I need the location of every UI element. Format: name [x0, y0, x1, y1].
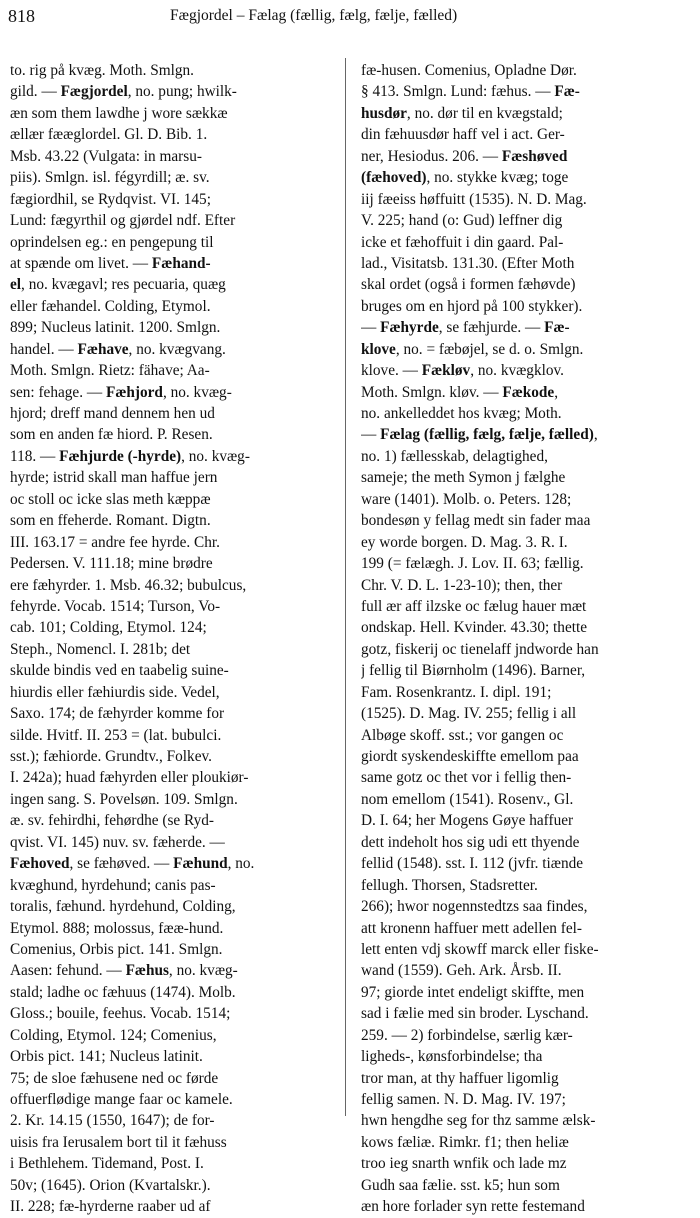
line-text: same gotz oc thet vor i fellig then-: [361, 769, 572, 787]
text-line: [361, 982, 689, 1003]
headword: Fægjordel: [60, 83, 128, 101]
line-text: Gloss.; bouile, feehus. Vocab. 1514;: [10, 1005, 231, 1023]
line-text: 266); hwor nogennstedtzs saa findes,: [361, 898, 588, 916]
line-text: V. 225; hand (o: Gud) leffner dig: [361, 212, 563, 230]
text-line: [361, 639, 689, 660]
line-text: Pedersen. V. 111.18; mine brødre: [10, 555, 213, 573]
text-line: [10, 446, 338, 467]
line-text: som en ffeherde. Romant. Digtn.: [10, 512, 211, 530]
text-line: [10, 617, 338, 638]
text-line: [361, 767, 689, 788]
line-text: stald; ladhe oc fæhuus (1474). Molb.: [10, 983, 236, 1001]
line-text: , no. kvægvang.: [128, 340, 226, 358]
text-line: [10, 725, 338, 746]
line-text: , se fæhjurde. —: [438, 319, 545, 337]
text-line: [361, 124, 689, 145]
text-line: [361, 296, 689, 317]
text-line: [361, 918, 689, 939]
text-line: [361, 1132, 689, 1153]
text-line: [10, 875, 338, 896]
text-line: [10, 1153, 338, 1174]
line-text: i Bethlehem. Tidemand, Post. I.: [10, 1155, 204, 1173]
headword: Fækløv: [421, 362, 471, 380]
text-line: [10, 403, 338, 424]
text-line: [10, 1196, 338, 1217]
line-text: æ. sv. fehirdhi, fehørdhe (se Ryd-: [10, 812, 215, 830]
right-column: [361, 60, 689, 1218]
text-line: [10, 210, 338, 231]
line-text: uisis fra Ierusalem bort til it fæhuss: [10, 1133, 227, 1151]
text-line: [10, 510, 338, 531]
line-text: troo ieg snarth wnfik och lade mz: [361, 1155, 567, 1173]
line-text: qvist. VI. 145) nuv. sv. fæherde. —: [10, 833, 225, 851]
line-text: cab. 101; Colding, Etymol. 124;: [10, 619, 207, 637]
text-line: [361, 1068, 689, 1089]
text-line: [361, 1025, 689, 1046]
text-line: [10, 853, 338, 874]
line-text: 899; Nucleus latinit. 1200. Smlgn.: [10, 319, 221, 337]
text-line: [10, 639, 338, 660]
text-line: [361, 682, 689, 703]
line-text: dett indeholt hos sig udi ett thyende: [361, 833, 580, 851]
line-text: ware (1401). Molb. o. Peters. 128;: [361, 490, 572, 508]
text-line: [10, 167, 338, 188]
text-line: [10, 660, 338, 681]
text-line: [361, 853, 689, 874]
text-line: [361, 875, 689, 896]
headword: (fæhoved): [361, 169, 427, 187]
line-text: , no. kvægklov.: [470, 362, 564, 380]
line-text: sad i fælie med sin broder. Lyschand.: [361, 1005, 589, 1023]
text-line: [361, 382, 689, 403]
page-number: 818: [8, 6, 35, 26]
text-line: [361, 403, 689, 424]
line-text: fellid (1548). sst. I. 112 (jvfr. tiænde: [361, 855, 584, 873]
headword: Fæ-: [554, 83, 580, 101]
line-text: ey worde borgen. D. Mag. 3. R. I.: [361, 533, 568, 551]
text-line: [10, 960, 338, 981]
text-line: [10, 382, 338, 403]
line-text: kvæghund, hyrdehund; canis pas-: [10, 876, 216, 894]
text-line: [361, 1003, 689, 1024]
line-text: , no. = fæbøjel, se d. o. Smlgn.: [395, 340, 584, 358]
line-text: som en anden fæ hiord. P. Resen.: [10, 426, 213, 444]
text-line: [361, 553, 689, 574]
line-text: Moth. Smlgn. kløv. —: [361, 383, 503, 401]
line-text: ællær fææglordel. Gl. D. Bib. 1.: [10, 126, 208, 144]
text-line: [361, 746, 689, 767]
line-text: Msb. 43.22 (Vulgata: in marsu-: [10, 147, 202, 165]
line-text: æn hore forlader syn rette festemand: [361, 1198, 585, 1216]
line-text: æn som them lawdhe j wore sækkæ: [10, 104, 228, 122]
line-text: silde. Hvitf. II. 253 = (lat. bubulci.: [10, 726, 222, 744]
text-line: [361, 725, 689, 746]
text-line: [361, 489, 689, 510]
line-text: , no.: [227, 855, 255, 873]
line-text: , no. kvæg-: [181, 447, 250, 465]
line-text: din fæhuusdør haff vel i act. Ger-: [361, 126, 565, 144]
text-line: [10, 982, 338, 1003]
text-line: [361, 832, 689, 853]
text-line: [361, 510, 689, 531]
line-text: 199 (= fælægh. J. Lov. II. 63; fællig.: [361, 555, 584, 573]
text-line: [361, 189, 689, 210]
text-line: [10, 339, 338, 360]
line-text: hyrde; istrid skall man haffue jern: [10, 469, 218, 487]
line-text: offuerflødige mange faar oc kamele.: [10, 1091, 233, 1108]
text-line: [361, 446, 689, 467]
line-text: III. 163.17 = andre fee hyrde. Chr.: [10, 533, 220, 551]
text-line: [10, 703, 338, 724]
line-text: skulde bindis ved en taabelig suine-: [10, 662, 229, 680]
line-text: bondesøn y fellag medt sin fader maa: [361, 512, 591, 530]
text-line: [10, 317, 338, 338]
line-text: Aasen: fehund. —: [10, 962, 126, 980]
text-line: [10, 789, 338, 810]
text-line: [361, 146, 689, 167]
line-text: , no. kvæg-: [168, 962, 238, 980]
line-text: II. 228; fæ-hyrderne raaber ud af: [10, 1198, 211, 1216]
text-line: [10, 189, 338, 210]
text-line: [10, 810, 338, 831]
text-line: [10, 939, 338, 960]
line-text: , se fæhøved. —: [69, 855, 174, 873]
line-text: oc stoll oc icke slas meth kæppæ: [10, 490, 211, 508]
line-text: eller fæhandel. Colding, Etymol.: [10, 297, 211, 315]
line-text: —: [361, 319, 381, 337]
line-text: piis). Smlgn. isl. fégyrdill; æ. sv.: [10, 169, 210, 187]
headword: Fækode: [502, 383, 555, 401]
text-line: [10, 1068, 338, 1089]
text-line: [361, 232, 689, 253]
text-line: [361, 210, 689, 231]
text-line: [361, 360, 689, 381]
line-text: oprindelsen eg.: en pengepung til: [10, 233, 214, 251]
headword: Fæhoved: [10, 855, 70, 873]
line-text: Gudh saa fælie. sst. k5; hun som: [361, 1176, 560, 1194]
line-text: 97; giorde intet endeligt skiffte, men: [361, 983, 585, 1001]
line-text: ligheds-, kønsforbindelse; tha: [361, 1048, 543, 1066]
line-text: Chr. V. D. L. 1-23-10); then, ther: [361, 576, 563, 594]
line-text: ,: [593, 426, 598, 444]
line-text: fæ-husen. Comenius, Opladne Dør.: [361, 62, 577, 79]
line-text: Fam. Rosenkrantz. I. dipl. 191;: [361, 683, 552, 701]
text-line: [10, 767, 338, 788]
text-line: [361, 810, 689, 831]
line-text: 259. — 2) forbindelse, særlig kær-: [361, 1026, 573, 1044]
line-text: gild. —: [10, 83, 61, 101]
line-text: , no. dør til en kvægstald;: [406, 104, 563, 122]
text-line: [10, 1089, 338, 1110]
line-text: ,: [554, 383, 559, 401]
text-line: [361, 339, 689, 360]
text-line: [10, 918, 338, 939]
line-text: Lund: fægyrthil og gjørdel ndf. Efter: [10, 212, 236, 230]
headword: klove: [361, 340, 396, 358]
line-text: 2. Kr. 14.15 (1550, 1647); de for-: [10, 1112, 215, 1130]
line-text: handel. —: [10, 340, 78, 358]
line-text: no. ankelleddet hos kvæg; Moth.: [361, 405, 562, 422]
line-text: ingen sang. S. Povelsøn. 109. Smlgn.: [10, 790, 238, 808]
line-text: D. I. 64; her Mogens Gøye haffuer: [361, 812, 574, 830]
text-line: [361, 960, 689, 981]
text-line: [361, 1196, 689, 1217]
line-text: wand (1559). Geh. Ark. Årsb. II.: [361, 962, 562, 980]
line-text: j fellig til Biørnholm (1496). Barner,: [361, 662, 586, 680]
text-line: [10, 424, 338, 445]
text-line: [10, 596, 338, 617]
line-text: (1525). D. Mag. IV. 255; fellig i all: [361, 705, 577, 723]
line-text: ondskap. Hell. Kvinder. 43.30; thette: [361, 619, 588, 637]
line-text: hjord; dreff mand dennem hen ud: [10, 405, 215, 422]
line-text: fehyrde. Vocab. 1514; Turson, Vo-: [10, 597, 221, 615]
headword: Fæhjurde (-hyrde): [59, 447, 182, 465]
line-text: Etymol. 888; molossus, fææ-hund.: [10, 919, 224, 937]
line-text: Steph., Nomencl. I. 281b; det: [10, 640, 191, 658]
line-text: Comenius, Orbis pict. 141. Smlgn.: [10, 940, 223, 958]
line-text: hiurdis eller fæhiurdis side. Vedel,: [10, 683, 220, 701]
text-line: [361, 896, 689, 917]
text-line: [10, 274, 338, 295]
text-line: [10, 1110, 338, 1131]
line-text: no. 1) fællesskab, delagtighed,: [361, 447, 548, 465]
text-line: [10, 296, 338, 317]
line-text: lad., Visitatsb. 131.30. (Efter Moth: [361, 254, 575, 272]
text-line: [10, 1025, 338, 1046]
text-line: [361, 596, 689, 617]
text-line: [10, 60, 338, 81]
line-text: gotz, fiskerij oc tienelaff jndworde han: [361, 640, 599, 658]
text-line: [10, 682, 338, 703]
text-line: [10, 489, 338, 510]
text-line: [10, 1132, 338, 1153]
text-line: [10, 746, 338, 767]
headword: Fæshøved: [501, 147, 568, 165]
line-text: , no. stykke kvæg; toge: [426, 169, 569, 187]
line-text: Orbis pict. 141; Nucleus latinit.: [10, 1048, 203, 1066]
text-line: [361, 103, 689, 124]
line-text: bruges om en hjord på 100 stykker).: [361, 297, 583, 315]
text-line: [10, 1046, 338, 1067]
text-line: [361, 1153, 689, 1174]
line-text: , no. pung; hwilk-: [127, 83, 237, 101]
line-text: skal ordet (også i formen fæhøvde): [361, 276, 576, 294]
line-text: kows fæliæ. Rimkr. f1; then heliæ: [361, 1133, 569, 1151]
line-text: tror man, at thy haffuer ligomlig: [361, 1069, 559, 1087]
line-text: Albøge skoff. sst.; vor gangen oc: [361, 726, 564, 744]
text-line: [361, 939, 689, 960]
line-text: 50v; (1645). Orion (Kvartalskr.).: [10, 1176, 211, 1194]
line-text: , no. kvægavl; res pecuaria, quæg: [21, 276, 226, 294]
text-line: [361, 274, 689, 295]
text-line: [10, 832, 338, 853]
line-text: att kronenn haffuer mett adellen fel-: [361, 919, 582, 937]
text-line: [10, 253, 338, 274]
line-text: icke et fæhoffuit i din gaard. Pal-: [361, 233, 564, 251]
text-line: [361, 253, 689, 274]
text-line: [361, 424, 689, 445]
line-text: nom emellom (1541). Rosenv., Gl.: [361, 790, 574, 808]
line-text: to. rig på kvæg. Moth. Smlgn.: [10, 62, 194, 79]
line-text: at spænde om livet. —: [10, 254, 152, 272]
text-line: [10, 553, 338, 574]
running-head: Fægjordel – Fælag (fællig, fælg, fælje, fælled): [170, 7, 458, 24]
line-text: klove. —: [361, 362, 422, 380]
text-line: [361, 575, 689, 596]
text-line: [361, 703, 689, 724]
text-line: [361, 1110, 689, 1131]
text-line: [361, 60, 689, 81]
line-text: Moth. Smlgn. Rietz: fähave; Aa-: [10, 362, 210, 380]
line-text: iij fæeiss høffuitt (1535). N. D. Mag.: [361, 190, 587, 208]
headword: Fæ-: [544, 319, 570, 337]
line-text: —: [361, 426, 381, 444]
line-text: Colding, Etymol. 124; Comenius,: [10, 1026, 217, 1044]
line-text: ere fæhyrder. 1. Msb. 46.32; bubulcus,: [10, 576, 247, 594]
text-line: [361, 1089, 689, 1110]
text-line: [361, 317, 689, 338]
line-text: fellugh. Thorsen, Stadsretter.: [361, 876, 538, 894]
line-text: fellig samen. N. D. Mag. IV. 197;: [361, 1091, 566, 1108]
text-line: [10, 360, 338, 381]
text-line: [10, 467, 338, 488]
text-line: [10, 532, 338, 553]
line-text: 75; de sloe fæhusene ned oc førde: [10, 1069, 219, 1087]
column-divider: [345, 58, 346, 1116]
text-line: [10, 575, 338, 596]
left-column: [10, 60, 338, 1218]
line-text: sst.); fæhiorde. Grundtv., Folkev.: [10, 748, 212, 765]
line-text: giordt syskendeskiffte emellom paa: [361, 748, 579, 765]
text-line: [10, 232, 338, 253]
line-text: sen: fehage. —: [10, 383, 106, 401]
line-text: Saxo. 174; de fæhyrder komme for: [10, 705, 225, 723]
page-header: [8, 6, 688, 32]
line-text: I. 242a); huad fæhyrden eller ploukiør-: [10, 769, 249, 787]
text-line: [10, 81, 338, 102]
line-text: toralis, fæhund. hyrdehund, Colding,: [10, 898, 236, 916]
text-line: [361, 167, 689, 188]
text-line: [10, 896, 338, 917]
headword: Fælag (fællig, fælg, fælje, fælled): [380, 426, 594, 444]
line-text: 118. —: [10, 447, 60, 465]
text-line: [10, 1003, 338, 1024]
headword: Fæhand-: [151, 254, 211, 272]
headword: Fæhus: [125, 962, 169, 980]
line-text: § 413. Smlgn. Lund: fæhus. —: [361, 83, 555, 101]
text-line: [361, 81, 689, 102]
text-line: [361, 1046, 689, 1067]
text-line: [10, 1175, 338, 1196]
headword: Fæhave: [77, 340, 129, 358]
text-line: [10, 103, 338, 124]
headword: el: [10, 276, 22, 294]
headword: Fæhjord: [106, 383, 163, 401]
headword: Fæhund: [173, 855, 228, 873]
text-line: [361, 1175, 689, 1196]
text-line: [361, 467, 689, 488]
line-text: sameje; the meth Symon j fælghe: [361, 469, 566, 487]
text-line: [10, 146, 338, 167]
text-line: [361, 789, 689, 810]
line-text: ner, Hesiodus. 206. —: [361, 147, 502, 165]
text-line: [361, 660, 689, 681]
line-text: fægiordhil, se Rydqvist. VI. 145;: [10, 190, 211, 208]
headword: husdør: [361, 104, 407, 122]
headword: Fæhyrde: [380, 319, 439, 337]
text-line: [361, 617, 689, 638]
text-line: [361, 532, 689, 553]
line-text: full ær aff ilzske oc fælug hauer mæt: [361, 597, 587, 615]
line-text: lett enten vdj skowff marck eller fiske-: [361, 940, 599, 958]
text-line: [10, 124, 338, 145]
line-text: hwn hengdhe seg for thz samme ælsk-: [361, 1112, 596, 1130]
line-text: , no. kvæg-: [162, 383, 232, 401]
